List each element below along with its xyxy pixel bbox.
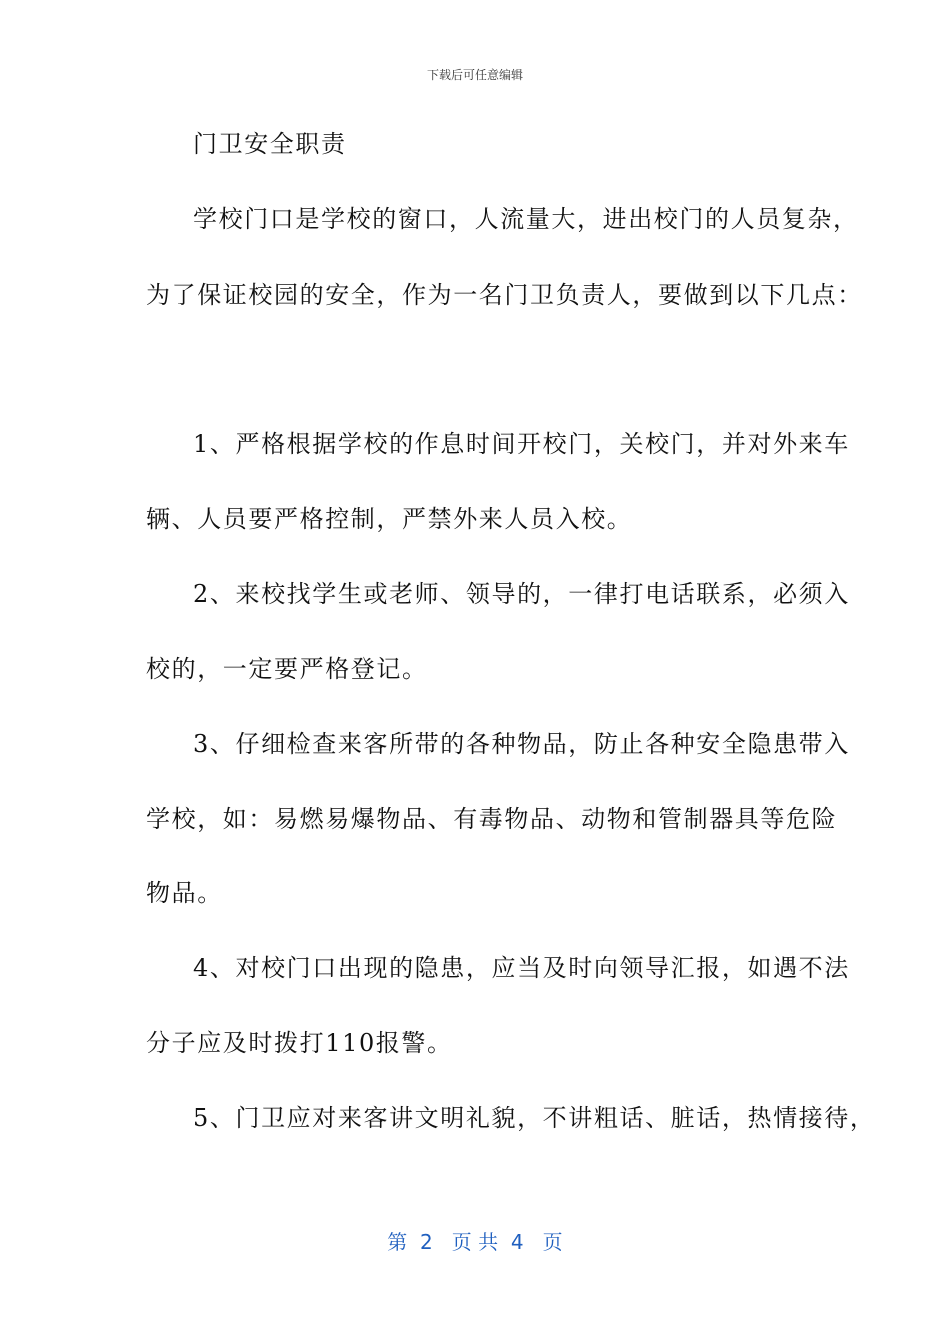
item-3-line-2: 学校，如：易燃易爆物品、有毒物品、动物和管制器具等危险	[146, 805, 838, 833]
item-1-line-2: 辆、人员要严格控制，严禁外来人员入校。	[146, 505, 633, 533]
header-note: 下载后可任意编辑	[426, 68, 523, 82]
item-4-line-1: 4、对校门口出现的隐患，应当及时向领导汇报，如遇不法	[193, 954, 850, 982]
intro-line-2: 为了保证校园的安全，作为一名门卫负责人，要做到以下几点：	[146, 281, 863, 309]
item-3-line-1: 3、仔细检查来客所带的各种物品，防止各种安全隐患带入	[193, 730, 850, 758]
item-2-line-1: 2、来校找学生或老师、领导的，一律打电话联系，必须入	[193, 580, 850, 608]
item-1-line-1: 1、严格根据学校的作息时间开校门，关校门，并对外来车	[193, 430, 850, 458]
intro-line-1: 学校门口是学校的窗口，人流量大，进出校门的人员复杂，	[193, 205, 859, 233]
document-title: 门卫安全职责	[193, 130, 347, 158]
item-4-line-2: 分子应及时拨打110报警。	[146, 1029, 453, 1057]
item-5-line-1: 5、门卫应对来客讲文明礼貌，不讲粗话、脏话，热情接待，	[193, 1104, 876, 1132]
page-footer: 第 2 页 共 4 页	[387, 1230, 563, 1254]
item-2-line-2: 校的，一定要严格登记。	[146, 655, 428, 683]
item-3-line-3: 物品。	[146, 879, 223, 907]
